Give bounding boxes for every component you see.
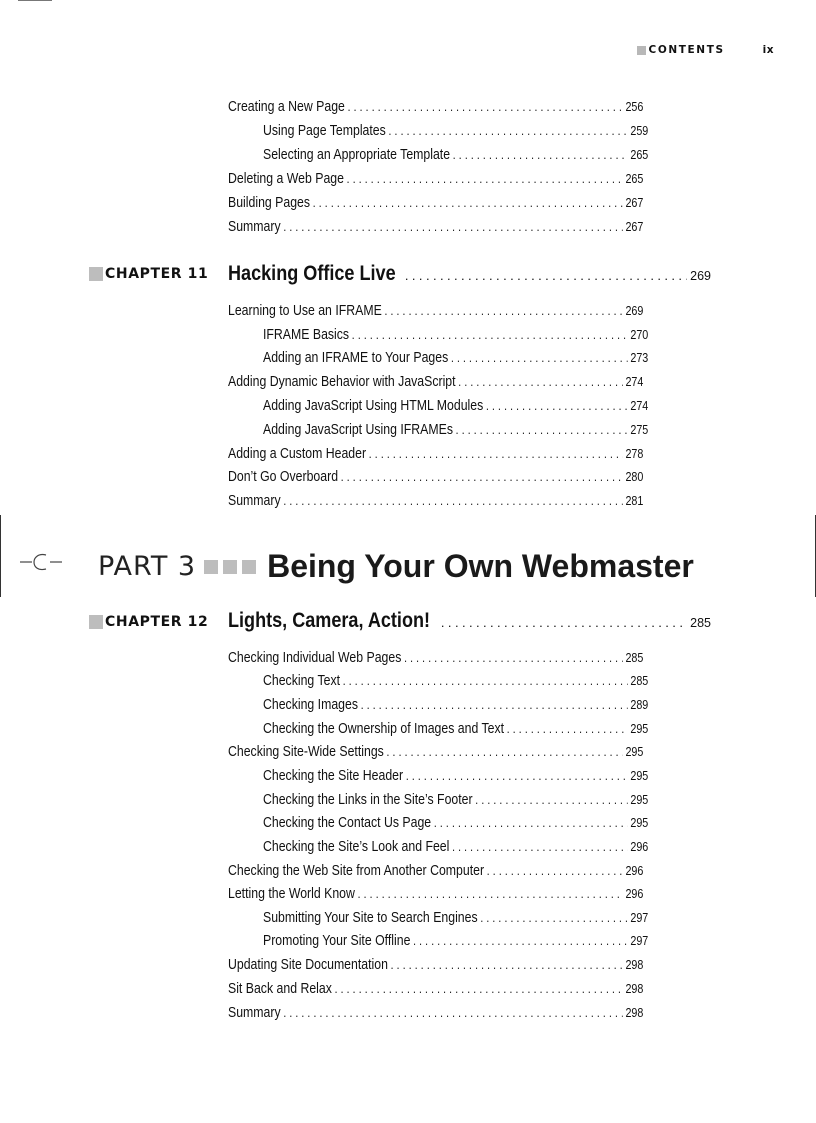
- toc-subentry[interactable]: [263, 792, 648, 808]
- toc-entry-title: Don’t Go Overboard: [228, 469, 339, 485]
- toc-entry-page: 297: [630, 911, 649, 925]
- corner-rule: [18, 0, 52, 1]
- toc-entry[interactable]: [228, 863, 643, 879]
- chapter-label: [89, 266, 208, 282]
- running-head: [637, 44, 774, 56]
- dot-leader: [384, 303, 623, 318]
- toc-entry-title: Creating a New Page: [228, 99, 345, 115]
- dot-leader: [441, 615, 687, 630]
- dot-leader: [434, 815, 628, 830]
- chapter-page: 269: [690, 269, 711, 283]
- toc-entry-page: 296: [630, 840, 649, 854]
- toc-entry-page: 259: [630, 124, 649, 138]
- margin-rule-left: [0, 515, 1, 597]
- toc-entry-page: 265: [630, 148, 649, 162]
- toc-entry-title: Checking Text: [263, 673, 341, 689]
- toc-entry-title: Learning to Use an IFRAME: [228, 303, 382, 319]
- dot-leader: [388, 123, 627, 138]
- toc-entry-title: Checking Images: [263, 697, 359, 713]
- toc-entry-page: 298: [625, 1006, 644, 1020]
- dot-leader: [406, 768, 628, 783]
- toc-entry-page: 289: [630, 698, 649, 712]
- toc-entry[interactable]: [228, 374, 643, 390]
- chapter-heading[interactable]: [228, 609, 711, 633]
- gray-square-icon: [637, 46, 646, 55]
- toc-entry-page: 267: [625, 196, 644, 210]
- toc-entry[interactable]: [228, 171, 643, 187]
- chapter-title: Hacking Office Live: [228, 262, 396, 285]
- toc-entry-page: 275: [630, 423, 649, 437]
- toc-entry-title: Checking Individual Web Pages: [228, 650, 402, 666]
- toc-entry-page: 256: [625, 100, 644, 114]
- toc-subentry[interactable]: [263, 815, 648, 831]
- toc-entry-page: 270: [630, 328, 649, 342]
- toc-entry-title: Submitting Your Site to Search Engines: [263, 910, 478, 926]
- toc-entry-page: 281: [625, 494, 644, 508]
- dot-leader: [480, 910, 628, 925]
- toc-entry-title: Checking the Contact Us Page: [263, 815, 432, 831]
- toc-entry-page: 295: [630, 793, 649, 807]
- toc-entry-title: Promoting Your Site Offline: [263, 933, 411, 949]
- toc-entry[interactable]: [228, 650, 643, 666]
- toc-entry[interactable]: [228, 469, 643, 485]
- dot-leader: [283, 219, 623, 234]
- toc-entry-page: 278: [625, 447, 644, 461]
- toc-entry-page: 285: [625, 651, 644, 665]
- toc-entry-page: 285: [630, 674, 649, 688]
- toc-entry-page: 274: [625, 375, 644, 389]
- running-head-section: CONTENTS: [648, 44, 725, 56]
- toc-subentry[interactable]: [263, 422, 648, 438]
- toc-entry-title: Checking Site-Wide Settings: [228, 744, 384, 760]
- dot-leader: [334, 981, 622, 996]
- toc-entry-title: Summary: [228, 493, 281, 509]
- toc-entry-page: 295: [625, 745, 644, 759]
- toc-entry-page: 267: [625, 220, 644, 234]
- dot-leader: [386, 744, 622, 759]
- toc-entry-title: Checking the Links in the Site’s Footer: [263, 792, 473, 808]
- toc-subentry[interactable]: [263, 673, 648, 689]
- gray-square-icon: [89, 615, 103, 629]
- toc-subentry[interactable]: [263, 123, 648, 139]
- toc-entry[interactable]: [228, 957, 643, 973]
- dot-leader: [341, 469, 623, 484]
- toc-entry-title: Updating Site Documentation: [228, 957, 388, 973]
- part-separator: [204, 560, 261, 574]
- toc-entry-page: 296: [625, 864, 644, 878]
- dot-leader: [458, 374, 623, 389]
- dot-leader: [343, 673, 628, 688]
- dot-leader: [352, 327, 628, 342]
- dot-leader: [283, 1005, 623, 1020]
- toc-entry-title: Using Page Templates: [263, 123, 386, 139]
- dot-leader: [313, 195, 623, 210]
- gray-square-icon: [204, 560, 218, 574]
- toc-entry[interactable]: [228, 493, 643, 509]
- toc-entry-page: 269: [625, 304, 644, 318]
- toc-entry-page: 296: [625, 887, 644, 901]
- toc-entry-page: 273: [630, 351, 649, 365]
- toc-entry[interactable]: [228, 219, 643, 235]
- dot-leader: [404, 650, 623, 665]
- toc-entry-title: Checking the Ownership of Images and Text: [263, 721, 505, 737]
- toc-subentry[interactable]: [263, 768, 648, 784]
- toc-entry-title: Deleting a Web Page: [228, 171, 344, 187]
- toc-entry-title: Summary: [228, 1005, 281, 1021]
- chapter-number: CHAPTER 11: [105, 266, 209, 282]
- dot-leader: [361, 697, 628, 712]
- dot-leader: [486, 398, 628, 413]
- dot-leader: [283, 493, 623, 508]
- toc-entry-page: 295: [630, 722, 649, 736]
- toc-entry-page: 274: [630, 399, 649, 413]
- toc-entry-title: Checking the Site Header: [263, 768, 404, 784]
- part-number: PART 3: [98, 551, 197, 582]
- dot-leader: [405, 268, 687, 283]
- toc-entry[interactable]: [228, 981, 643, 997]
- toc-subentry[interactable]: [263, 327, 648, 343]
- chapter-title: Lights, Camera, Action!: [228, 609, 431, 632]
- toc-entry-title: Checking the Site’s Look and Feel: [263, 839, 450, 855]
- dot-leader: [475, 792, 628, 807]
- toc-entry-title: Adding an IFRAME to Your Pages: [263, 350, 449, 366]
- chapter-page: 285: [690, 616, 711, 630]
- dot-leader: [452, 839, 628, 854]
- toc-subentry[interactable]: [263, 147, 648, 163]
- toc-entry-page: 295: [630, 769, 649, 783]
- toc-entry[interactable]: [228, 1005, 643, 1021]
- part-heading[interactable]: [98, 548, 694, 585]
- toc-subentry[interactable]: [263, 350, 648, 366]
- toc-entry-title: IFRAME Basics: [263, 327, 350, 343]
- gray-square-icon: [223, 560, 237, 574]
- dot-leader: [391, 957, 623, 972]
- dot-leader: [369, 446, 623, 461]
- dot-leader: [487, 863, 623, 878]
- toc-subentry[interactable]: [263, 933, 648, 949]
- toc-entry-title: Adding a Custom Header: [228, 446, 367, 462]
- chapter-label: [89, 614, 208, 630]
- toc-entry[interactable]: [228, 99, 643, 115]
- toc-entry-title: Summary: [228, 219, 281, 235]
- dot-leader: [453, 147, 628, 162]
- toc-entry[interactable]: [228, 446, 643, 462]
- toc-subentry[interactable]: [263, 910, 648, 926]
- toc-entry-title: Sit Back and Relax: [228, 981, 332, 997]
- registration-mark-icon: [18, 550, 64, 576]
- dot-leader: [456, 422, 628, 437]
- dot-leader: [451, 350, 628, 365]
- toc-subentry[interactable]: [263, 721, 648, 737]
- toc-entry-page: 297: [630, 934, 649, 948]
- dot-leader: [347, 171, 623, 186]
- toc-entry-page: 295: [630, 816, 649, 830]
- toc-subentry[interactable]: [263, 697, 648, 713]
- dot-leader: [507, 721, 628, 736]
- toc-entry[interactable]: [228, 303, 643, 319]
- toc-subentry[interactable]: [263, 398, 648, 414]
- toc-entry-page: 280: [625, 470, 644, 484]
- chapter-number: CHAPTER 12: [105, 614, 209, 630]
- toc-entry-page: 298: [625, 958, 644, 972]
- toc-entry-title: Adding JavaScript Using HTML Modules: [263, 398, 484, 414]
- toc-entry-title: Checking the Web Site from Another Computer: [228, 863, 485, 879]
- dot-leader: [413, 933, 628, 948]
- toc-entry-title: Adding Dynamic Behavior with JavaScript: [228, 374, 456, 390]
- toc-entry[interactable]: [228, 744, 643, 760]
- page-folio: ix: [762, 44, 774, 56]
- dot-leader: [347, 99, 622, 114]
- toc-entry-title: Building Pages: [228, 195, 311, 211]
- toc-entry[interactable]: [228, 195, 643, 211]
- toc-entry-title: Letting the World Know: [228, 886, 355, 902]
- part-title: Being Your Own Webmaster: [267, 548, 694, 584]
- dot-leader: [357, 886, 622, 901]
- toc-entry-title: Selecting an Appropriate Template: [263, 147, 451, 163]
- chapter-heading[interactable]: [228, 262, 711, 286]
- toc-subentry[interactable]: [263, 839, 648, 855]
- toc-entry[interactable]: [228, 886, 643, 902]
- toc-entry-title: Adding JavaScript Using IFRAMEs: [263, 422, 453, 438]
- gray-square-icon: [89, 267, 103, 281]
- toc-entry-page: 265: [625, 172, 644, 186]
- gray-square-icon: [242, 560, 256, 574]
- toc-entry-page: 298: [625, 982, 644, 996]
